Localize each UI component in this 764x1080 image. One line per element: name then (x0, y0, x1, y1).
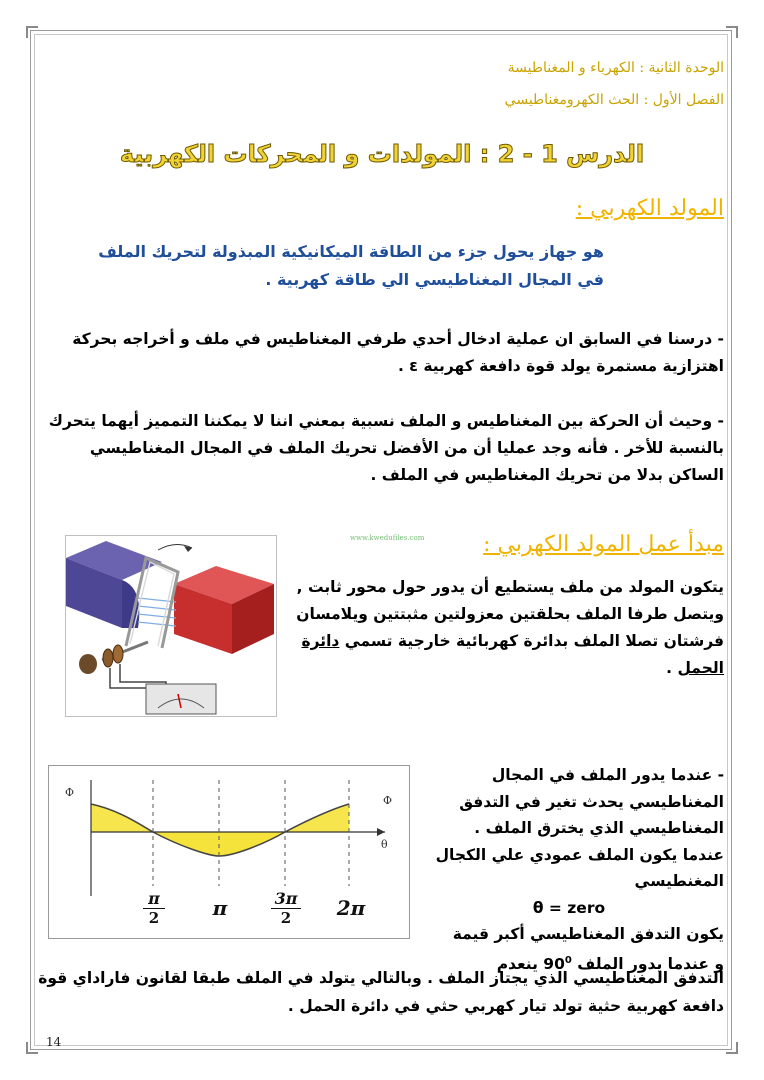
principle-text: يتكون المولد من ملف يستطيع أن يدور حول محور ثابت , ويتصل طرفا الملف بحلقتين معزولتين مثبتتين ويلامسان فرشتان تصلا الملف بدائرة كهربائية خارجية تسمي دائرة الحمل . (296, 578, 724, 677)
flux-line-3: يكون التدفق المغناطيسي أكبر قيمة (452, 925, 724, 943)
theta-axis-label: θ (381, 838, 388, 851)
flux-line-4: و عندما يدور الملف $90^0$ ينعدم (496, 954, 724, 973)
generator-heading: المولد الكهربي : (575, 196, 724, 221)
tick-label-pi-over-2: π 2 (143, 890, 165, 927)
paragraph-2: - وحيث أن الحركة بين المغناطيس و الملف نسبية بمعني اننا لا يمكننا التمميز أيهما يتحرك بالنسبة للأخر . فأنه وجد عمليا أن من الأفضل تحريك الملف في المجال المغناطيسي الساكن بدلا من تحريك المغناطيس في الملف . (48, 412, 724, 484)
flux-line-2: عندما يكون الملف عمودي علي الكجال المغنطيسي (435, 845, 724, 890)
page-number: 14 (46, 1035, 62, 1049)
flux-graph (48, 765, 410, 939)
generator-drawing (66, 536, 276, 716)
flux-explanation (414, 762, 724, 977)
generator-definition: هو جهاز يحول جزء من الطاقة الميكانيكية المبذولة لتحريك الملف في المجال المغناطيسي الي طاقة كهربية . (98, 242, 604, 289)
flux-continuation: التدفق المغناطيسي الذي يجتاز الملف . وبالتالي يتولد في الملف طبقا لقانون فاراداي قوة دافعة كهربية حثية تولد تيار كهربي حثي في دائرة الحمل . (38, 969, 724, 1015)
flux-axis-label-left: Φ (65, 786, 75, 799)
watermark: www.kwedufiles.com (350, 534, 425, 542)
unit-title: الوحدة الثانية : الكهرباء و المغناطيسة (507, 60, 724, 76)
load-circuit-term: دائرة الحمل (301, 632, 724, 677)
tick-label-pi: π (212, 896, 228, 920)
theta-zero: θ = zero (532, 898, 606, 917)
paragraph-1: - درسنا في السابق ان عملية ادخال أحدي طرفي المغناطيس في ملف و أخراجه بحركة اهتزازية مستمرة يولد قوة دافعة كهربية ε . (72, 330, 724, 375)
corner-ornament (726, 1042, 738, 1054)
principle-heading: مبدأ عمل المولد الكهربي : (483, 532, 724, 557)
tick-label-2pi: 2π (336, 896, 366, 920)
tick-label-3pi-over-2: 3π 2 (271, 890, 301, 927)
flux-axis-label-right: Φ (383, 794, 393, 807)
generator-illustration (65, 535, 277, 717)
corner-ornament (26, 1042, 38, 1054)
corner-ornament (26, 26, 38, 38)
flux-line-1: - عندما يدور الملف في المجال المغناطيسي يحدث تغير في التدفق المغناطيسي الذي يخترق الملف . (459, 766, 724, 837)
corner-ornament (726, 26, 738, 38)
chapter-title: الفصل الأول : الحث الكهرومغناطيسي (504, 92, 724, 108)
lesson-title: الدرس 1 - 2 : المولدات و المحركات الكهربية (119, 140, 645, 168)
